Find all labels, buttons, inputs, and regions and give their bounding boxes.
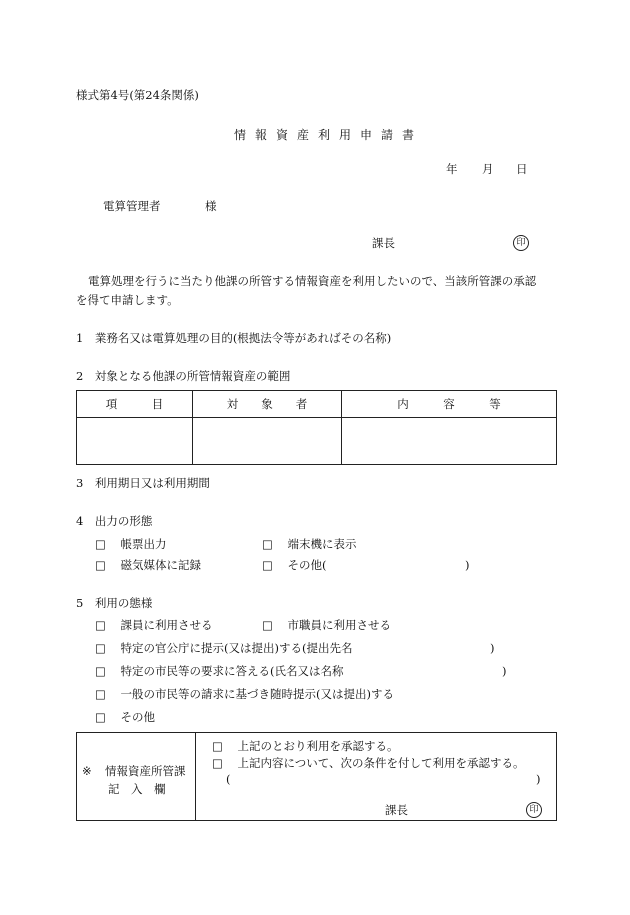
form-number: 様式第4号(第24条関係) xyxy=(76,88,199,102)
approval-table xyxy=(76,732,557,821)
document-title: 情報資産利用申請書 xyxy=(234,128,424,142)
approval-content-cell xyxy=(196,733,557,821)
approval-label-cell xyxy=(77,733,196,821)
range-table-entry-row xyxy=(77,418,557,465)
range-table-header-row xyxy=(77,391,557,418)
entry-content-cell[interactable] xyxy=(342,418,557,465)
checkbox-icon[interactable]: □ xyxy=(95,664,106,678)
approval-label-line2: 記 入 欄 xyxy=(108,782,166,796)
approval-title: 課長 xyxy=(385,803,408,817)
usage-option-public-request[interactable]: □ 一般の市民等の請求に基づき随時提示(又は提出)する xyxy=(95,687,394,701)
header-target: 対 象 者 xyxy=(193,391,342,418)
seal-icon: 印 xyxy=(513,235,529,251)
usage-option-staff[interactable]: □ 課員に利用させる xyxy=(95,618,213,632)
date-day-label: 日 xyxy=(516,162,528,176)
usage-option-city-staff[interactable]: □ 市職員に利用させる xyxy=(262,618,391,632)
date-year-label: 年 xyxy=(446,162,458,176)
checkbox-icon[interactable]: □ xyxy=(212,739,223,753)
checkbox-icon[interactable]: □ xyxy=(262,537,273,551)
seal-icon: 印 xyxy=(526,802,542,818)
output-option-other[interactable]: □ その他( xyxy=(262,558,327,572)
approval-option-conditional[interactable]: □ 上記内容について、次の条件を付して利用を承認する。 xyxy=(212,756,525,770)
section-3-heading: 3 利用期日又は利用期間 xyxy=(76,476,210,490)
usage-option-government[interactable]: □ 特定の官公庁に提示(又は提出)する(提出先名 xyxy=(95,641,353,655)
output-other-close-paren: ) xyxy=(465,558,470,572)
checkbox-icon[interactable]: □ xyxy=(95,558,106,572)
condition-open-paren: ( xyxy=(226,772,231,786)
approval-mark: ※ xyxy=(82,764,92,778)
output-option-terminal[interactable]: □ 端末機に表示 xyxy=(262,537,357,551)
entry-item-cell[interactable] xyxy=(77,418,193,465)
usage-government-close-paren: ) xyxy=(490,641,495,655)
checkbox-icon[interactable]: □ xyxy=(95,537,106,551)
checkbox-icon[interactable]: □ xyxy=(95,641,106,655)
range-table xyxy=(76,390,557,465)
output-option-forms[interactable]: □ 帳票出力 xyxy=(95,537,167,551)
body-text-line2: を得て申請します。 xyxy=(76,293,179,307)
addressee-name: 電算管理者 xyxy=(103,199,161,213)
usage-citizen-close-paren: ) xyxy=(502,664,507,678)
entry-target-cell[interactable] xyxy=(193,418,342,465)
header-content: 内 容 等 xyxy=(342,391,557,418)
date-month-label: 月 xyxy=(482,162,494,176)
approval-option-approve[interactable]: □ 上記のとおり利用を承認する。 xyxy=(212,739,399,753)
condition-close-paren: ) xyxy=(536,772,541,786)
usage-option-citizen-request[interactable]: □ 特定の市民等の要求に答える(氏名又は名称 xyxy=(95,664,344,678)
applicant-title: 課長 xyxy=(372,236,395,250)
checkbox-icon[interactable]: □ xyxy=(262,618,273,632)
output-option-magnetic[interactable]: □ 磁気媒体に記録 xyxy=(95,558,201,572)
checkbox-icon[interactable]: □ xyxy=(262,558,273,572)
checkbox-icon[interactable]: □ xyxy=(95,618,106,632)
checkbox-icon[interactable]: □ xyxy=(95,710,106,724)
checkbox-icon[interactable]: □ xyxy=(212,756,223,770)
body-text-line1: 電算処理を行うに当たり他課の所管する情報資産を利用したいので、当該所管課の承認 xyxy=(88,274,537,288)
checkbox-icon[interactable]: □ xyxy=(95,687,106,701)
section-2-heading: 2 対象となる他課の所管情報資産の範囲 xyxy=(76,369,291,383)
approval-row xyxy=(77,733,557,821)
approval-label-line1: 情報資産所管課 xyxy=(105,764,186,778)
section-4-heading: 4 出力の形態 xyxy=(76,514,153,528)
usage-option-other[interactable]: □ その他 xyxy=(95,710,155,724)
addressee-honorific: 様 xyxy=(205,199,217,213)
section-1-heading: 1 業務名又は電算処理の目的(根拠法令等があればその名称) xyxy=(76,331,392,345)
header-item: 項 目 xyxy=(77,391,193,418)
section-5-heading: 5 利用の態様 xyxy=(76,596,153,610)
